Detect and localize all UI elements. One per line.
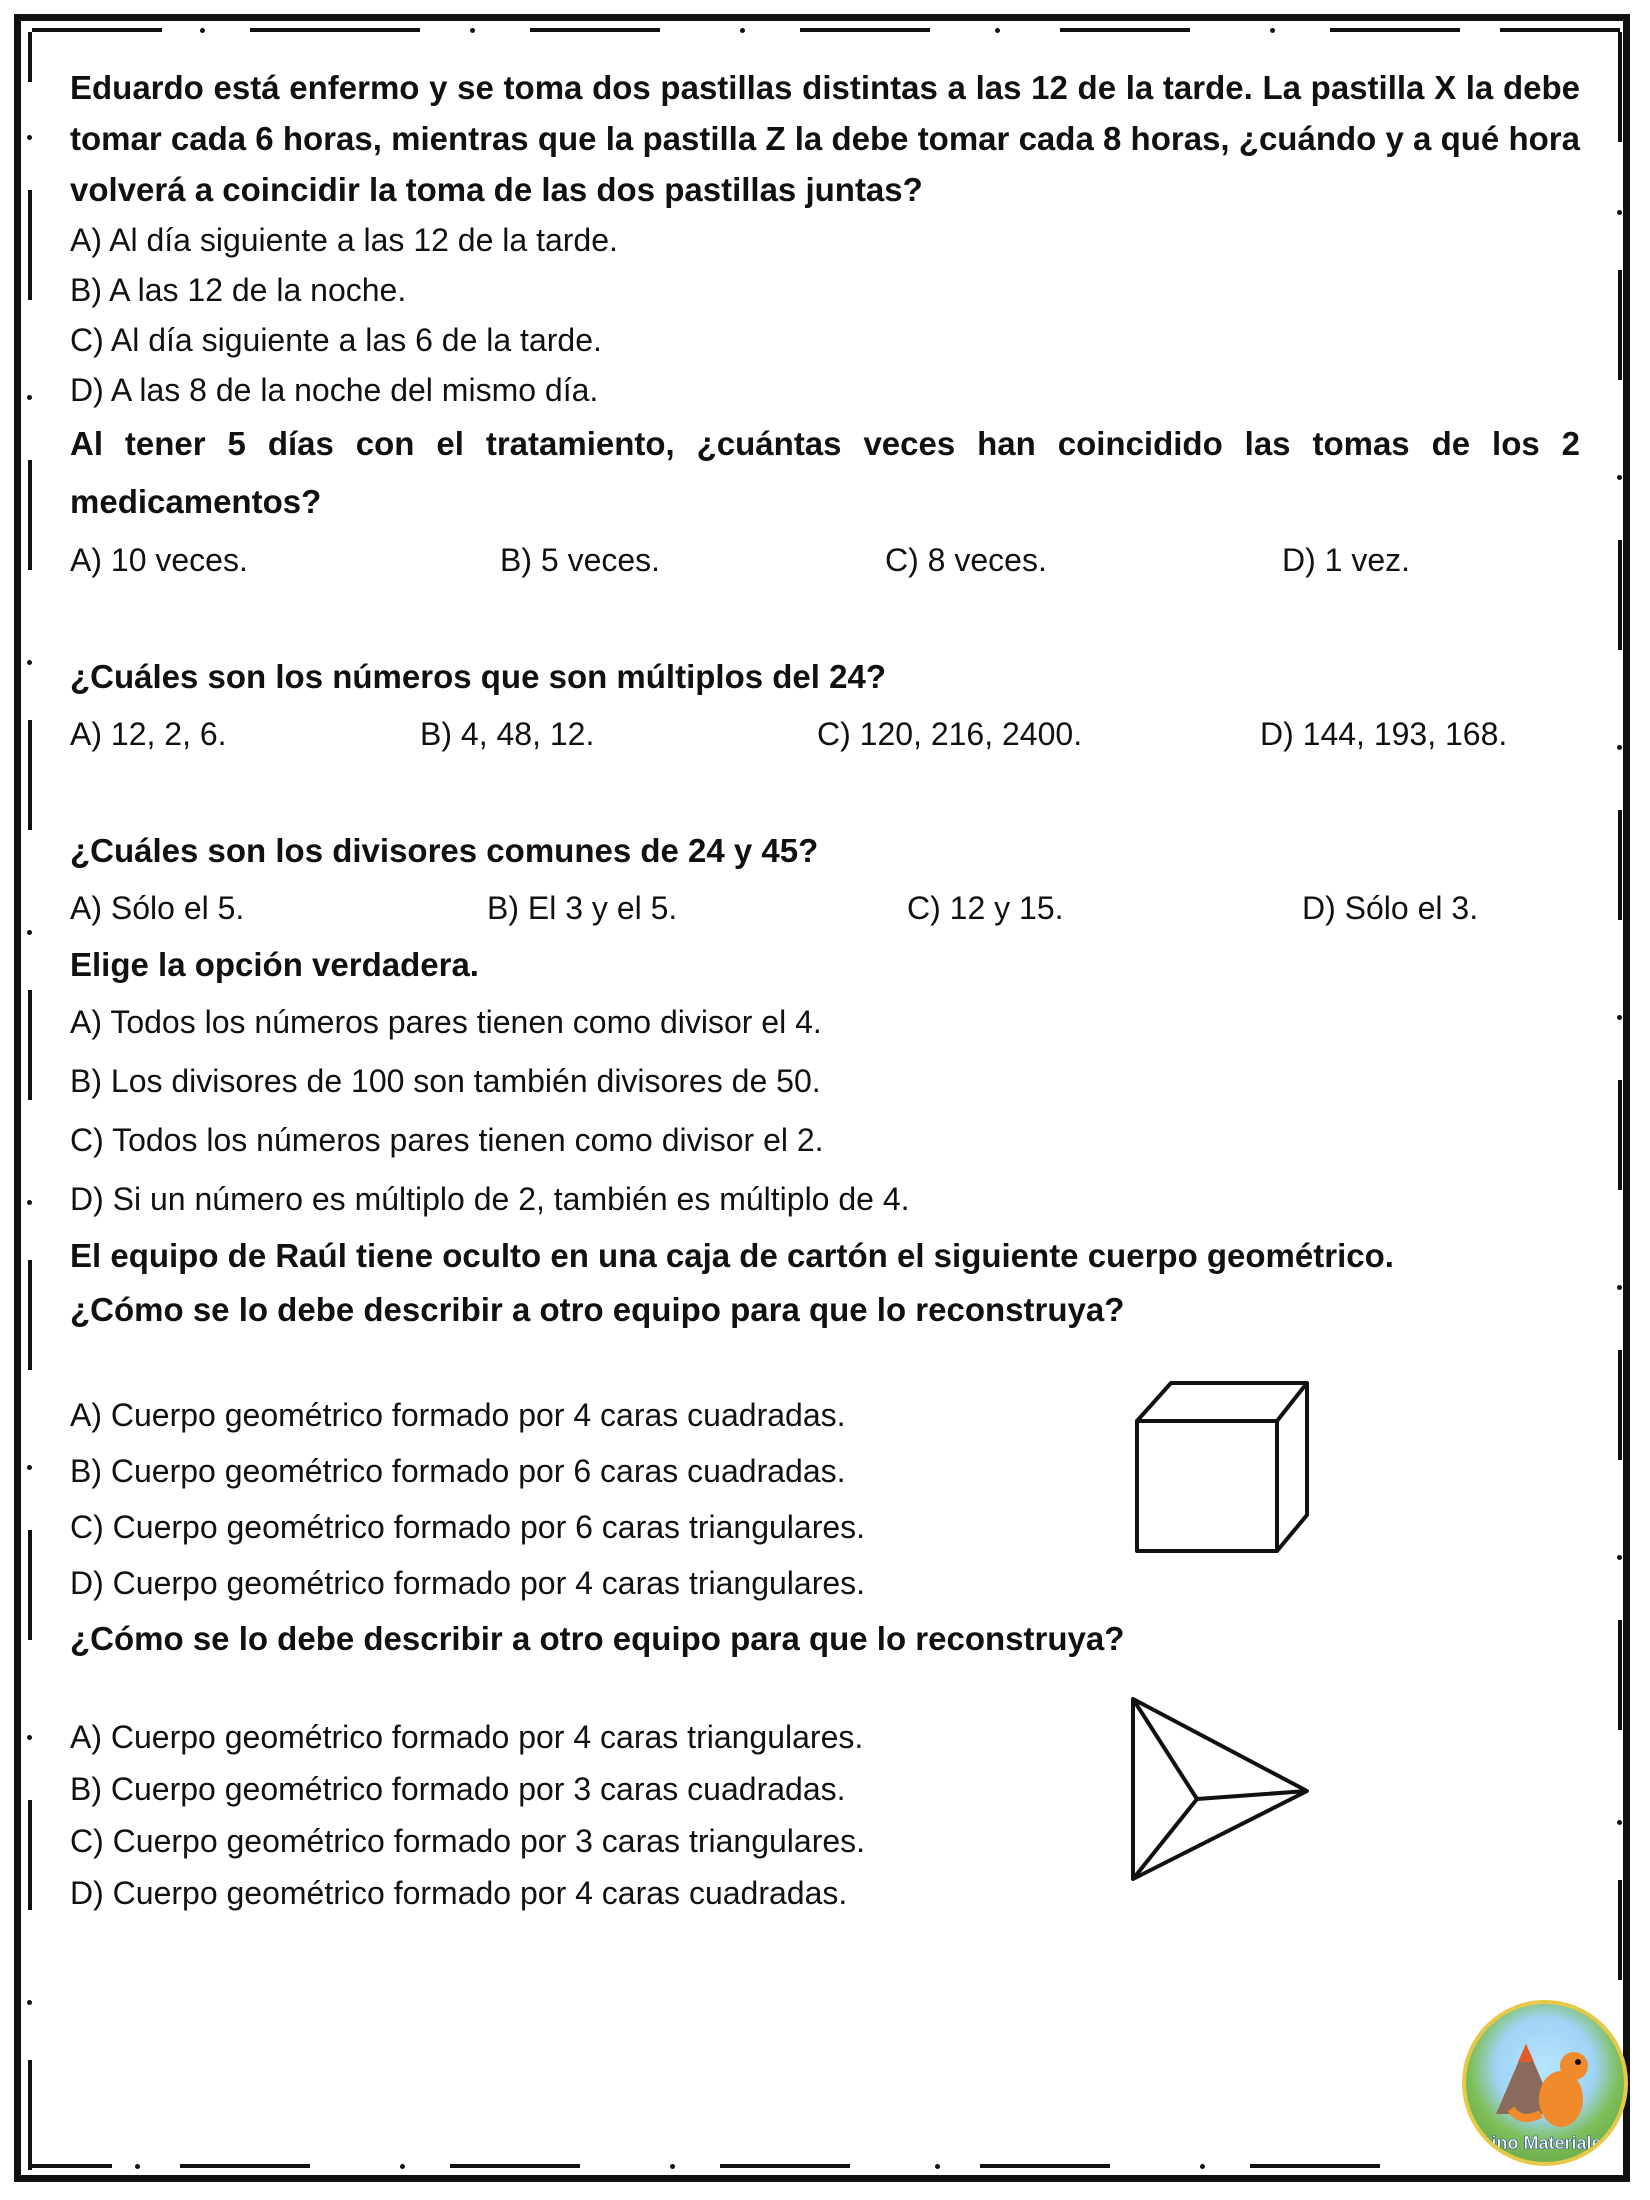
option-c: C) Al día siguiente a las 6 de la tarde. [70, 322, 602, 358]
options-row [70, 531, 1580, 589]
option-b: B) 4, 48, 12. [420, 716, 595, 752]
question-prompt: Elige la opción verdadera. [70, 946, 479, 983]
dino-materiales-logo [1462, 2000, 1628, 2166]
question-7 [70, 1611, 1580, 1919]
option-a: A) Cuerpo geométrico formado por 4 caras triangulares. [70, 1719, 864, 1755]
question-5 [70, 937, 1580, 1229]
option-d: D) A las 8 de la noche del mismo día. [70, 372, 599, 408]
option-c: C) Todos los números pares tienen como divisor el 2. [70, 1122, 824, 1158]
option-a: A) Cuerpo geométrico formado por 4 caras cuadradas. [70, 1397, 846, 1433]
option-d: D) 1 vez. [1282, 542, 1411, 578]
cube-figure [1125, 1367, 1315, 1567]
option-c: C) 120, 216, 2400. [817, 716, 1083, 752]
option-d: D) Si un número es múltiplo de 2, también es múltiplo de 4. [70, 1181, 910, 1217]
worksheet-content [70, 62, 1580, 1919]
option-b: B) 5 veces. [500, 542, 661, 578]
question-prompt: ¿Cuáles son los números que son múltiplos del 24? [70, 658, 886, 695]
option-a: A) 12, 2, 6. [70, 716, 227, 752]
option-b: B) Cuerpo geométrico formado por 6 caras cuadradas. [70, 1453, 846, 1489]
question-prompt: ¿Cómo se lo debe describir a otro equipo para que lo reconstruya? [70, 1620, 1125, 1657]
logo-text: Dino Materiales [1478, 2133, 1612, 2153]
question-prompt: Eduardo está enfermo y se toma dos pastillas distintas a las 12 de la tarde. La pastilla X la debe tomar cada 6 horas, mientras que la pastilla Z la debe tomar cada 8 horas, ¿cuándo y a qué hora volverá a coincidir la toma de las dos pastillas juntas? [70, 69, 1580, 208]
options-with-figure [70, 1711, 1580, 1919]
option-d: D) 144, 193, 168. [1260, 716, 1508, 752]
option-a: A) Todos los números pares tienen como divisor el 4. [70, 1004, 822, 1040]
question-prompt: El equipo de Raúl tiene oculto en una caja de cartón el siguiente cuerpo geométrico. [70, 1237, 1394, 1274]
option-b: B) Los divisores de 100 son también divisores de 50. [70, 1063, 821, 1099]
option-c: C) Cuerpo geométrico formado por 3 caras triangulares. [70, 1823, 866, 1859]
option-d: D) Cuerpo geométrico formado por 4 caras triangulares. [70, 1565, 866, 1601]
option-c: C) 12 y 15. [907, 890, 1064, 926]
question-prompt: Al tener 5 días con el tratamiento, ¿cuántas veces han coincidido las tomas de los 2 medicamentos? [70, 425, 1580, 520]
option-a: A) 10 veces. [70, 542, 248, 578]
options-with-figure [70, 1387, 1580, 1611]
option-c: C) 8 veces. [885, 542, 1047, 578]
options-row [70, 879, 1580, 937]
question-prompt: ¿Cuáles son los divisores comunes de 24 y 45? [70, 832, 819, 869]
question-1 [70, 62, 1580, 415]
option-a: A) Sólo el 5. [70, 890, 245, 926]
option-d: D) Cuerpo geométrico formado por 4 caras cuadradas. [70, 1875, 848, 1911]
question-prompt-2: ¿Cómo se lo debe describir a otro equipo para que lo reconstruya? [70, 1291, 1125, 1328]
option-b: B) A las 12 de la noche. [70, 272, 407, 308]
option-c: C) Cuerpo geométrico formado por 6 caras triangulares. [70, 1509, 866, 1545]
option-a: A) Al día siguiente a las 12 de la tarde. [70, 222, 618, 258]
options-row [70, 705, 1580, 763]
question-2 [70, 415, 1580, 589]
pyramid-figure [1115, 1691, 1315, 1891]
option-b: B) El 3 y el 5. [487, 890, 678, 926]
question-6 [70, 1229, 1580, 1611]
question-3 [70, 649, 1580, 763]
option-d: D) Sólo el 3. [1302, 890, 1479, 926]
option-b: B) Cuerpo geométrico formado por 3 caras cuadradas. [70, 1771, 846, 1807]
question-4 [70, 823, 1580, 937]
